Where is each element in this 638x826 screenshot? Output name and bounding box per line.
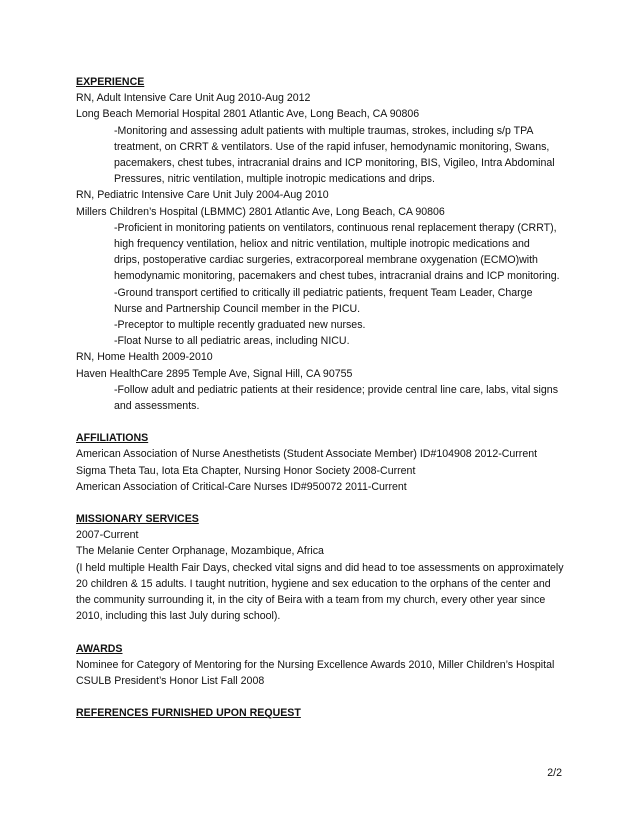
experience-line: high frequency ventilation, heliox and nitric ventilation, multiple inotropic medications and: [114, 238, 530, 251]
experience-line: -Preceptor to multiple recently graduated new nurses.: [114, 319, 366, 332]
affiliations-lines: [76, 446, 566, 495]
experience-line: -Ground transport certified to critically ill pediatric patients, frequent Team Leader, Charge: [114, 286, 533, 299]
missionary-line: 20 children & 15 adults. I taught nutrition, hygiene and sex education to the orphans of the center and: [76, 577, 551, 590]
missionary-lines: [76, 527, 566, 624]
missionary-line: the community surrounding it, in the city of Beira with a team from my church, every other year since: [76, 594, 546, 607]
missionary-line: (I held multiple Health Fair Days, checked vital signs and did head to toe assessments on approximately: [76, 561, 564, 574]
experience-line: -Follow adult and pediatric patients at their residence; provide central line care, labs, vital signs: [114, 383, 558, 396]
experience-line: RN, Home Health 2009-2010: [76, 351, 213, 364]
references-section: [76, 705, 566, 721]
experience-line: -Proficient in monitoring patients on ventilators, continuous renal replacement therapy (CRRT),: [114, 221, 557, 234]
experience-line: Nurse and Partnership Council member in the PICU.: [114, 302, 361, 315]
missionary-heading: MISSIONARY SERVICES: [76, 513, 199, 526]
references-heading: REFERENCES FURNISHED UPON REQUEST: [76, 707, 301, 720]
experience-line: RN, Pediatric Intensive Care Unit July 2004-Aug 2010: [76, 189, 329, 202]
awards-line: CSULB President’s Honor List Fall 2008: [76, 674, 265, 687]
experience-line: pacemakers, chest tubes, intracranial drains and ICP monitoring, BIS, Vigileo, Intra Abdominal: [114, 157, 555, 170]
affiliations-section: [76, 430, 566, 495]
affiliations-line: American Association of Critical-Care Nurses ID#950072 2011-Current: [76, 480, 407, 493]
experience-line: RN, Adult Intensive Care Unit Aug 2010-Aug 2012: [76, 92, 311, 105]
experience-line: hemodynamic monitoring, pacemakers and chest tubes, intracranial drains and ICP monitoring.: [114, 270, 560, 283]
awards-line: Nominee for Category of Mentoring for the Nursing Excellence Awards 2010, Miller Children’s Hospital: [76, 658, 555, 671]
experience-line: treatment, on CRRT & ventilators. Use of the rapid infuser, hemodynamic monitoring, Swans,: [114, 140, 550, 153]
missionary-line: 2010, including this last July during school).: [76, 610, 281, 623]
affiliations-line: Sigma Theta Tau, Iota Eta Chapter, Nursing Honor Society 2008-Current: [76, 464, 416, 477]
experience-lines: [76, 90, 566, 414]
experience-line: drips, postoperative cardiac surgeries, extracorporeal membrane oxygenation (ECMO)with: [114, 254, 538, 267]
experience-line: Pressures, nitric ventilation, multiple inotropic medications and drips.: [114, 173, 435, 186]
missionary-section: [76, 511, 566, 624]
experience-line: and assessments.: [114, 400, 200, 413]
experience-line: Long Beach Memorial Hospital 2801 Atlantic Ave, Long Beach, CA 90806: [76, 108, 420, 121]
section-gap: [76, 495, 566, 511]
awards-section: [76, 641, 566, 690]
section-gap: [76, 625, 566, 641]
missionary-line: 2007-Current: [76, 529, 139, 542]
affiliations-heading: AFFILIATIONS: [76, 432, 149, 445]
missionary-line: The Melanie Center Orphanage, Mozambique, Africa: [76, 545, 324, 558]
experience-line: Haven HealthCare 2895 Temple Ave, Signal Hill, CA 90755: [76, 367, 353, 380]
resume-content: [76, 74, 566, 721]
section-gap: [76, 689, 566, 705]
experience-line: -Float Nurse to all pediatric areas, including NICU.: [114, 335, 350, 348]
experience-line: -Monitoring and assessing adult patients with multiple traumas, strokes, including s/p TPA: [114, 124, 534, 137]
affiliations-line: American Association of Nurse Anesthetists (Student Associate Member) ID#104908 2012-Current: [76, 448, 538, 461]
awards-heading: AWARDS: [76, 642, 123, 655]
experience-section: [76, 74, 566, 414]
page-number: 2/2: [547, 767, 562, 779]
awards-lines: [76, 657, 566, 689]
section-gap: [76, 414, 566, 430]
experience-heading: EXPERIENCE: [76, 76, 145, 88]
experience-line: Millers Children’s Hospital (LBMMC) 2801 Atlantic Ave, Long Beach, CA 90806: [76, 205, 445, 218]
